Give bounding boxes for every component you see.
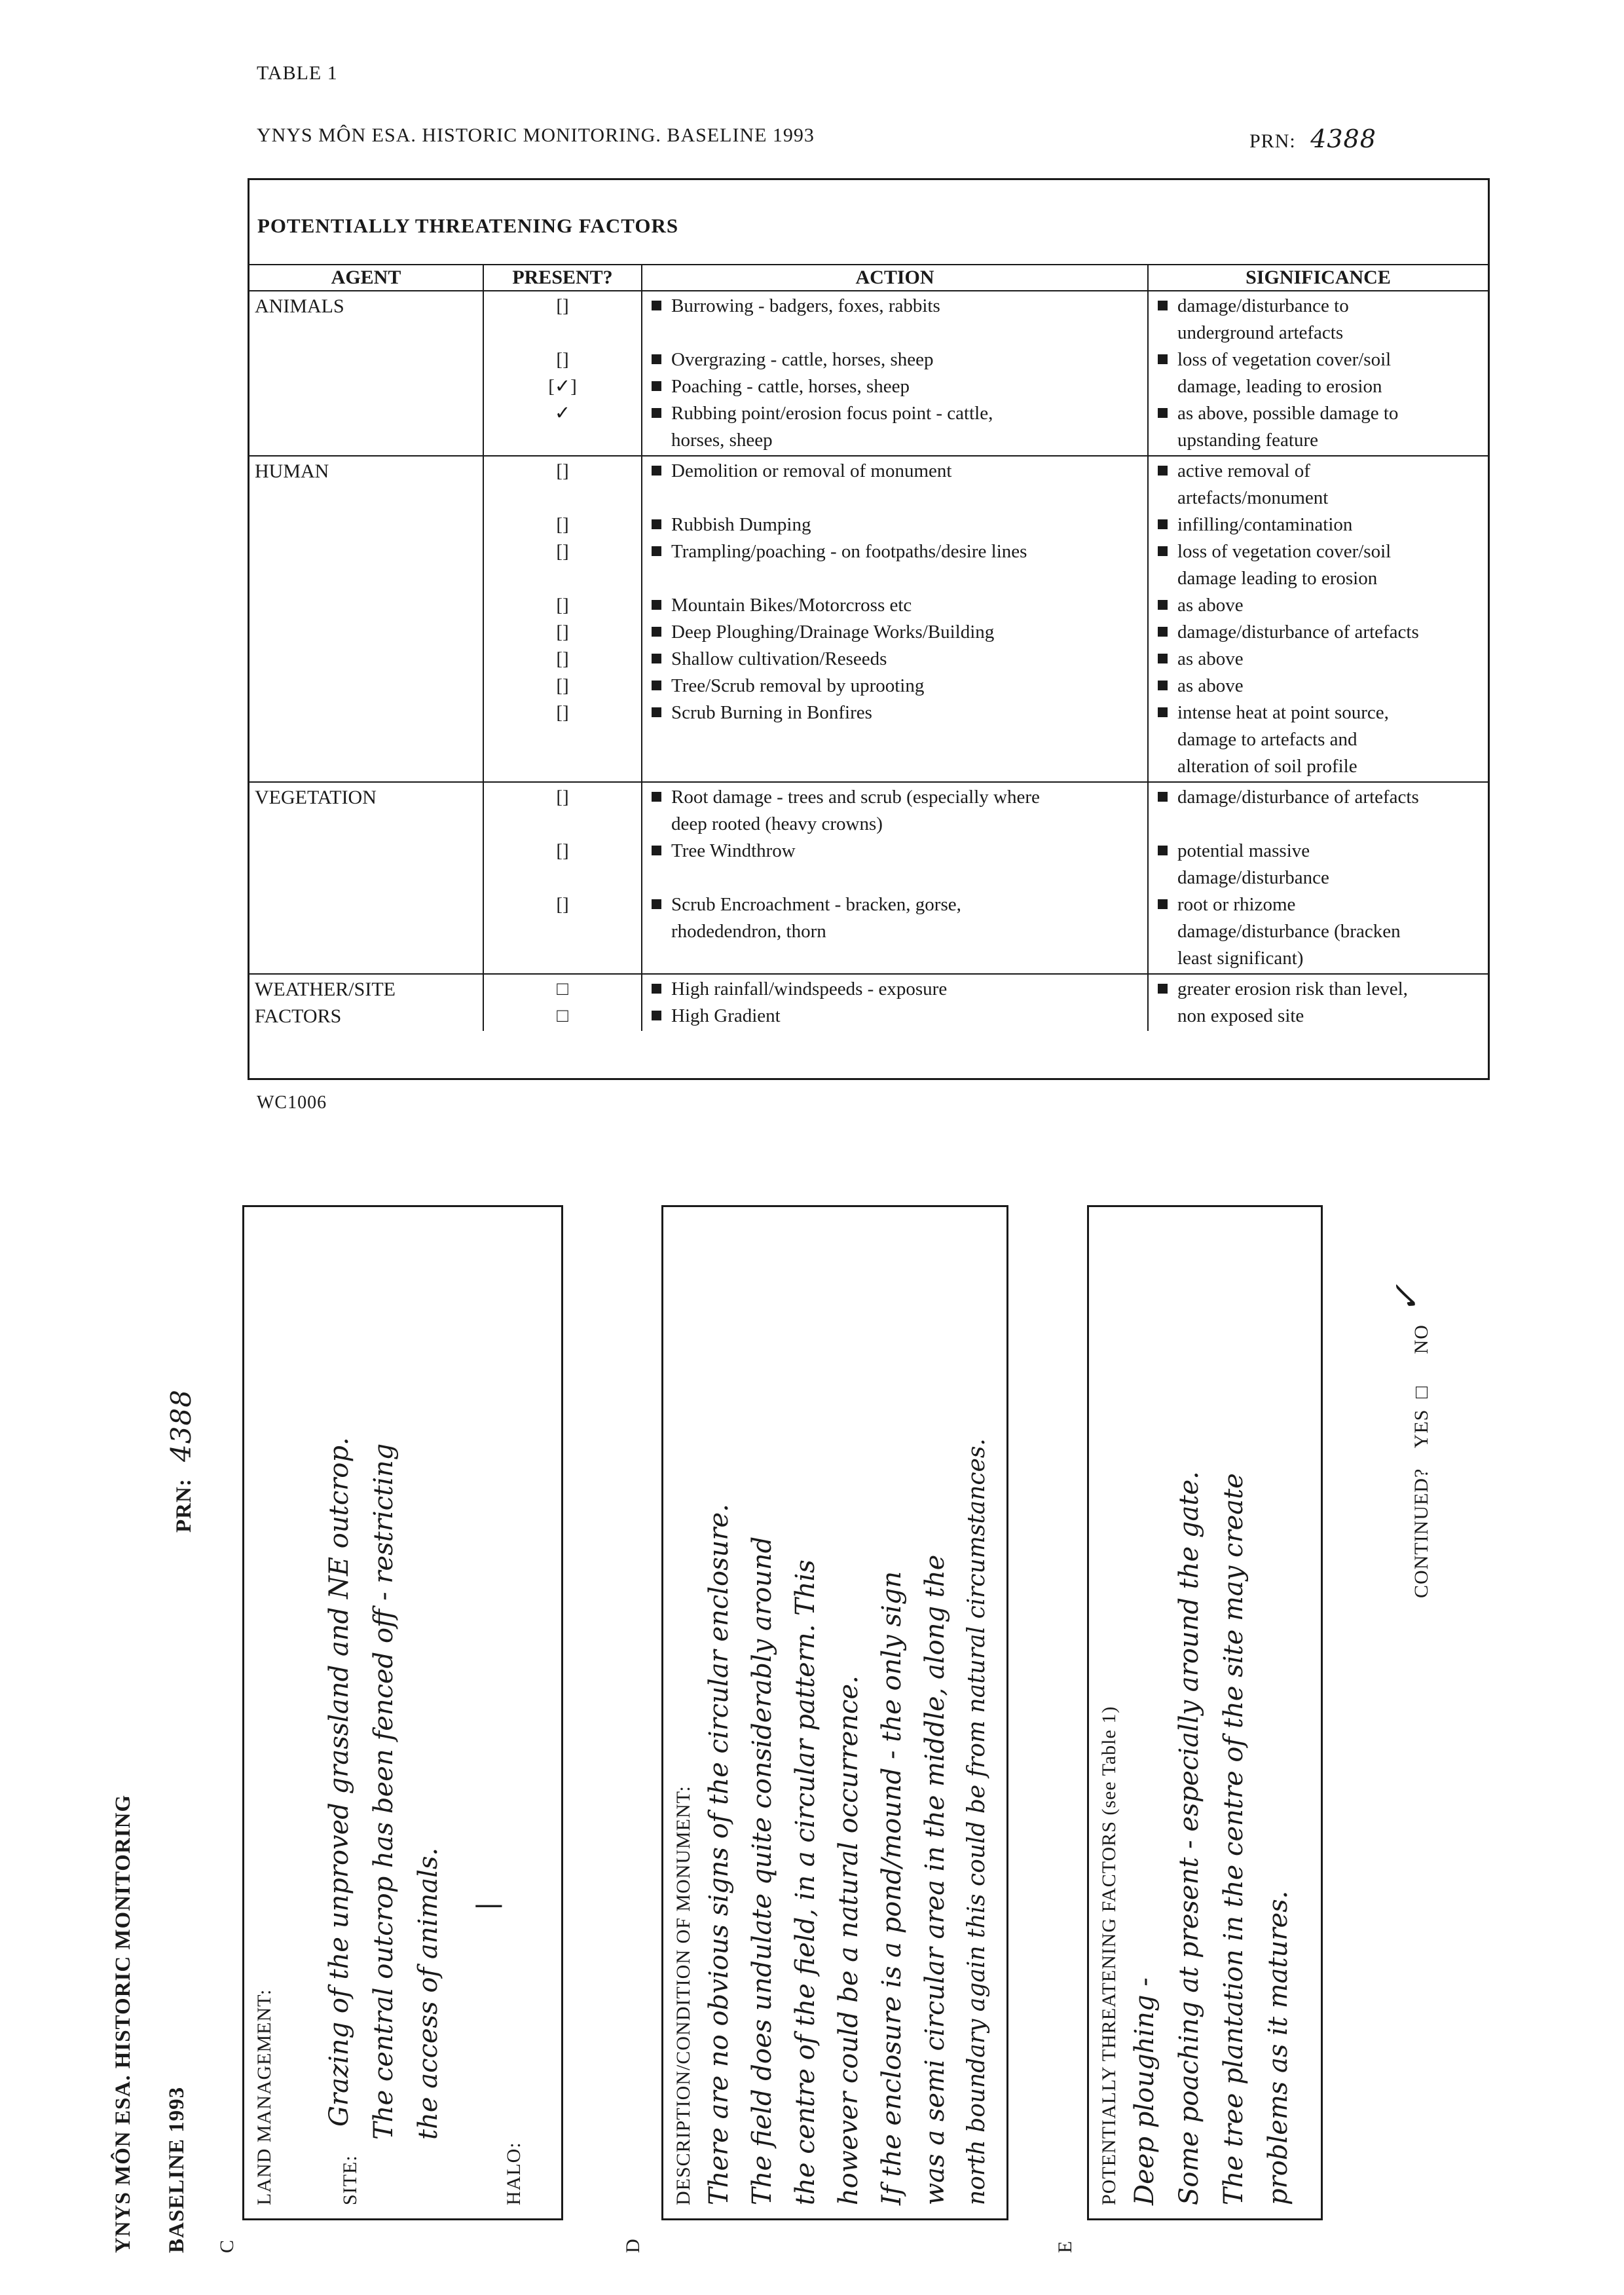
col-significance: SIGNIFICANCE: [1148, 265, 1488, 291]
threat-line: problems as it matures.: [1263, 1890, 1293, 2205]
agent-group: [249, 456, 1488, 782]
table-row: [249, 974, 1488, 1031]
section-e-letter: E: [1054, 2241, 1076, 2253]
threat-line: Deep ploughing -: [1130, 1977, 1160, 2205]
present-checkbox[interactable]: [489, 320, 636, 346]
header-row: [249, 265, 1488, 291]
significance-item-cont: least significant): [1177, 948, 1304, 969]
action-item: Rubbing point/erosion focus point - cattle,: [648, 400, 1142, 427]
table-title: POTENTIALLY THREATENING FACTORS: [257, 214, 679, 237]
agent-group: [249, 291, 1488, 456]
present-cell: [483, 974, 642, 1031]
action-item: Shallow cultivation/Reseeds: [648, 646, 1142, 673]
description-box: [661, 1205, 1008, 2220]
description-line: The field does undulate quite considerably around: [747, 1536, 777, 2205]
significance-item-cont: underground artefacts: [1177, 322, 1344, 343]
significance-item: as above: [1154, 592, 1483, 619]
no-check-mark: ✓: [1386, 1283, 1427, 1314]
present-checkbox[interactable]: []: [556, 541, 569, 562]
significance-item: as above: [1154, 673, 1483, 700]
action-item: Root damage - trees and scrub (especially where: [648, 784, 1142, 811]
present-checkbox[interactable]: [489, 811, 636, 838]
significance-item: infilling/contamination: [1154, 512, 1483, 538]
significance-item-cont: artefacts/monument: [1177, 487, 1329, 508]
present-checkbox[interactable]: []: [556, 894, 569, 915]
significance-item: potential massive: [1154, 838, 1483, 865]
action-item: Scrub Encroachment - bracken, gorse,: [648, 891, 1142, 918]
threatening-factors-heading: POTENTIALLY THREATENING FACTORS (see Table 1): [1098, 1706, 1120, 2205]
site-text-line: Grazing of the unproved grassland and NE outcrop.: [324, 1437, 354, 2127]
action-cell: [642, 974, 1148, 1031]
description-line: If the enclosure is a pond/mound - the only sign: [877, 1571, 907, 2205]
table-prn: [1249, 124, 1376, 153]
agent-name: ANIMALS: [255, 295, 344, 317]
present-checkbox[interactable]: []: [556, 648, 569, 669]
significance-cell: [1148, 456, 1488, 782]
description-heading: DESCRIPTION/CONDITION OF MONUMENT:: [673, 1785, 694, 2205]
present-checkbox[interactable]: [489, 865, 636, 891]
yes-option[interactable]: YES: [1411, 1409, 1432, 1449]
significance-item-cont: damage/disturbance (bracken: [1177, 921, 1401, 942]
action-item: Poaching - cattle, horses, sheep: [648, 373, 1142, 400]
table-row: [249, 291, 1488, 456]
present-checkbox[interactable]: []: [556, 840, 569, 861]
footer-code: WC1006: [257, 1092, 327, 1113]
table-row: [249, 456, 1488, 782]
spacer: [648, 485, 1142, 512]
present-checkbox[interactable]: []: [556, 622, 569, 643]
significance-item-cont: non exposed site: [1177, 1005, 1304, 1026]
continued-row: [1386, 1283, 1436, 1598]
col-agent: AGENT: [249, 265, 483, 291]
present-checkbox[interactable]: []: [556, 295, 569, 316]
action-item: High Gradient: [648, 1003, 1142, 1030]
action-item: Burrowing - badgers, foxes, rabbits: [648, 293, 1142, 320]
spacer: [648, 565, 1142, 592]
prn-value: 4388: [1310, 124, 1376, 153]
present-checkbox[interactable]: [489, 485, 636, 512]
agent-name: VEGETATION: [255, 787, 377, 808]
significance-item: root or rhizome: [1154, 891, 1483, 918]
significance-item: damage/disturbance of artefacts: [1154, 619, 1483, 646]
agent-cell: [249, 782, 483, 974]
significance-item: active removal of: [1154, 458, 1483, 485]
action-item-cont: deep rooted (heavy crowns): [671, 813, 883, 834]
threat-line: Some poaching at present - especially around the gate.: [1174, 1471, 1204, 2205]
significance-item: damage/disturbance of artefacts: [1154, 784, 1483, 811]
description-line: however could be a natural occurrence.: [834, 1675, 864, 2205]
threat-grid: [249, 264, 1488, 1031]
present-checkbox[interactable]: [✓]: [548, 376, 577, 397]
action-item: Overgrazing - cattle, horses, sheep: [648, 346, 1142, 373]
action-item-cont: rhodedendron, thorn: [671, 921, 826, 942]
action-item: Tree Windthrow: [648, 838, 1142, 865]
agent-cell: [249, 456, 483, 782]
no-option[interactable]: NO: [1411, 1324, 1432, 1354]
significance-item-cont: damage leading to erosion: [1177, 568, 1378, 589]
significance-item-cont: damage/disturbance: [1177, 867, 1329, 888]
present-checkbox[interactable]: □: [557, 979, 568, 999]
present-checkbox[interactable]: ✓: [554, 403, 571, 424]
threat-factors-table: [248, 178, 1490, 1080]
action-item: High rainfall/windspeeds - exposure: [648, 976, 1142, 1003]
significance-item: as above: [1154, 646, 1483, 673]
col-present: PRESENT?: [483, 265, 642, 291]
agent-name: FACTORS: [255, 1005, 342, 1027]
site-label: SITE:: [339, 2155, 361, 2205]
action-item: Rubbish Dumping: [648, 512, 1142, 538]
present-checkbox[interactable]: []: [556, 787, 569, 808]
significance-item-cont: alteration of soil profile: [1177, 756, 1357, 777]
site-text-line: the access of animals.: [413, 1847, 443, 2140]
action-item: Tree/Scrub removal by uprooting: [648, 673, 1142, 700]
present-checkbox[interactable]: []: [556, 460, 569, 481]
present-cell: [483, 782, 642, 974]
significance-item-cont: upstanding feature: [1177, 430, 1319, 451]
yes-box[interactable]: □: [1411, 1385, 1432, 1399]
monitoring-form: [85, 1205, 1559, 2253]
action-item: Mountain Bikes/Motorcross etc: [648, 592, 1142, 619]
form-prn: [165, 1389, 197, 1533]
site-text-line: The central outcrop has been fenced off - restricting: [369, 1443, 399, 2140]
action-cell: [642, 782, 1148, 974]
form-baseline: BASELINE 1993: [165, 2086, 189, 2253]
section-d-letter: D: [622, 2239, 644, 2253]
significance-item-cont: damage, leading to erosion: [1177, 376, 1382, 397]
present-checkbox[interactable]: []: [556, 675, 569, 696]
action-cell: [642, 456, 1148, 782]
col-action: ACTION: [642, 265, 1148, 291]
table-label: TABLE 1: [257, 62, 338, 84]
significance-item: loss of vegetation cover/soil: [1154, 346, 1483, 373]
table-row: [249, 782, 1488, 974]
land-management-box: [242, 1205, 563, 2220]
form-title: YNYS MÔN ESA. HISTORIC MONITORING: [111, 1794, 135, 2253]
action-item-cont: horses, sheep: [671, 430, 773, 451]
description-line: There are no obvious signs of the circular enclosure.: [704, 1504, 734, 2205]
form-prn-label: PRN:: [172, 1478, 196, 1533]
form-prn-value: 4388: [165, 1389, 197, 1462]
threatening-factors-box: [1087, 1205, 1323, 2220]
threat-line: The tree plantation in the centre of the site may create: [1219, 1473, 1249, 2205]
significance-item-cont: damage to artefacts and: [1177, 729, 1357, 750]
action-item: Demolition or removal of monument: [648, 458, 1142, 485]
halo-label: HALO:: [503, 2142, 525, 2205]
present-cell: [483, 291, 642, 456]
description-line: was a semi circular area in the middle, along the: [920, 1554, 950, 2205]
prn-label: PRN:: [1249, 130, 1296, 152]
agent-cell: [249, 291, 483, 456]
section-c-letter: C: [216, 2239, 238, 2253]
agent-group: [249, 782, 1488, 974]
agent-name: HUMAN: [255, 460, 329, 482]
agent-group: [249, 974, 1488, 1031]
spacer: [1154, 811, 1483, 838]
agent-name: WEATHER/SITE: [255, 979, 396, 1000]
action-item: Deep Ploughing/Drainage Works/Building: [648, 619, 1142, 646]
description-line: north boundary again this could be from natural circumstances.: [963, 1438, 990, 2205]
present-checkbox[interactable]: □: [557, 1005, 568, 1026]
continued-label: CONTINUED?: [1411, 1468, 1432, 1598]
significance-cell: [1148, 291, 1488, 456]
present-checkbox[interactable]: [489, 565, 636, 592]
present-checkbox[interactable]: []: [556, 595, 569, 616]
action-item: Scrub Burning in Bonfires: [648, 700, 1142, 726]
spacer: [648, 865, 1142, 891]
present-checkbox[interactable]: []: [556, 514, 569, 535]
significance-item: intense heat at point source,: [1154, 700, 1483, 726]
table-subtitle: YNYS MÔN ESA. HISTORIC MONITORING. BASELINE 1993: [257, 124, 815, 146]
present-checkbox[interactable]: []: [556, 349, 569, 370]
significance-cell: [1148, 782, 1488, 974]
present-checkbox[interactable]: []: [556, 702, 569, 723]
present-cell: [483, 456, 642, 782]
significance-item: loss of vegetation cover/soil: [1154, 538, 1483, 565]
significance-item: greater erosion risk than level,: [1154, 976, 1483, 1003]
significance-item: as above, possible damage to: [1154, 400, 1483, 427]
halo-text: |: [472, 1901, 502, 1911]
action-item: Trampling/poaching - on footpaths/desire lines: [648, 538, 1142, 565]
agent-cell: [249, 974, 483, 1031]
action-cell: [642, 291, 1148, 456]
significance-cell: [1148, 974, 1488, 1031]
significance-item: damage/disturbance to: [1154, 293, 1483, 320]
spacer: [648, 320, 1142, 346]
land-management-heading: LAND MANAGEMENT:: [253, 1988, 275, 2205]
description-line: the centre of the field, in a circular pattern. This: [790, 1559, 821, 2205]
